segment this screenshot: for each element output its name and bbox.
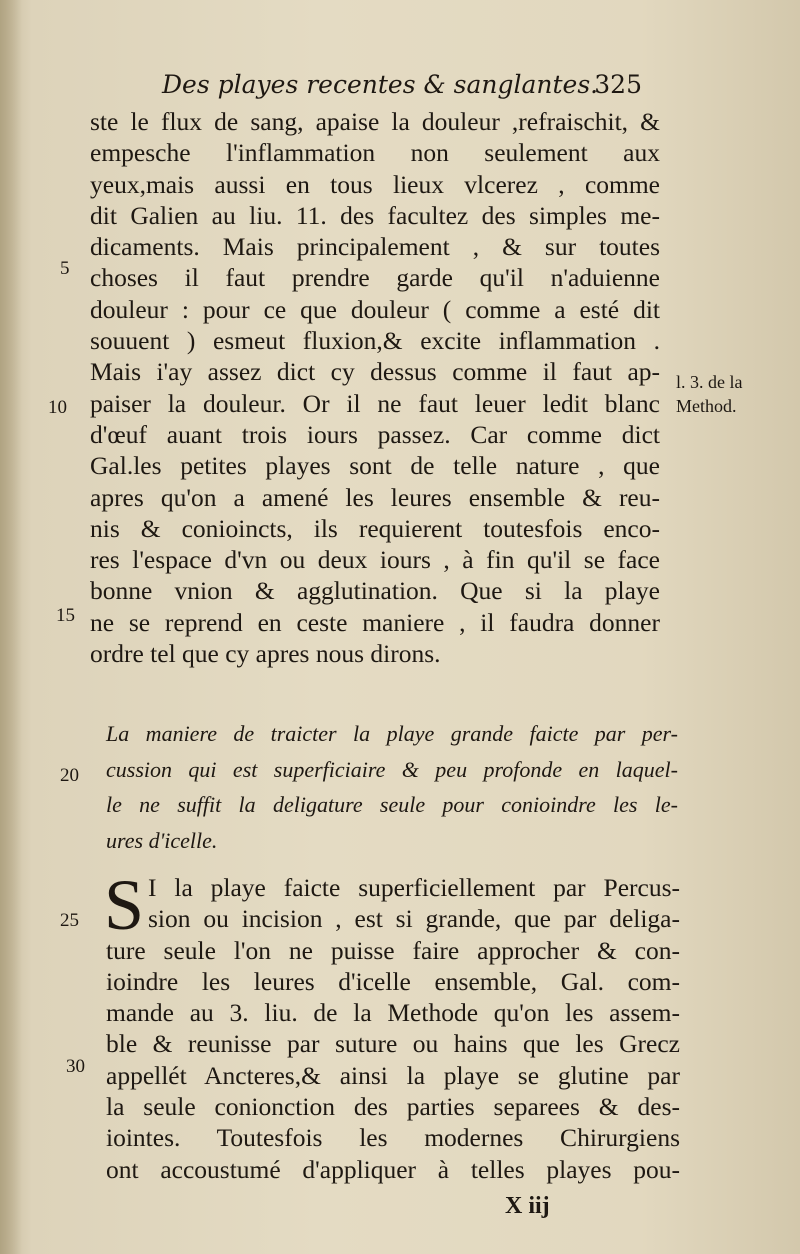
section-heading xyxy=(106,716,678,858)
text-line: d'œuf auant trois iours passez. Car comme dict xyxy=(90,419,660,449)
text-line: paiser la douleur. Or il ne faut leuer ledit blanc xyxy=(90,388,660,418)
text-line: bonne vnion & agglutination. Que si la playe xyxy=(90,576,660,606)
line-number: 5 xyxy=(60,258,70,279)
paragraph-2 xyxy=(104,865,680,1185)
text-line: apres qu'on a amené les leures ensemble & reu- xyxy=(90,482,660,512)
text-line: dit Galien au liu. 11. des facultez des simples me- xyxy=(90,200,660,230)
text-line: ordre tel que cy apres nous dirons. xyxy=(90,639,441,669)
text-line: empesche l'inflammation non seulement aux xyxy=(90,138,660,168)
text-line: ioindre les leures d'icelle ensemble, Gal. com- xyxy=(106,966,680,996)
text-line: Gal.les petites playes sont de telle nature , que xyxy=(90,451,660,481)
page-number: 325 xyxy=(594,70,642,99)
heading-line: La maniere de traicter la playe grande faicte par per- xyxy=(106,721,678,746)
text-line: iointes. Toutesfois les modernes Chirurgiens xyxy=(106,1123,680,1153)
line-number: 20 xyxy=(60,765,79,786)
text-line: ture seule l'on ne puisse faire approcher & con- xyxy=(106,935,680,965)
margin-note-line: l. 3. de la xyxy=(676,372,743,392)
line-number: 10 xyxy=(48,397,67,418)
signature-mark: X iij xyxy=(505,1193,550,1219)
text-line: souuent ) esmeut fluxion,& excite inflammation . xyxy=(90,326,660,356)
text-line: ont accoustumé d'appliquer à telles playes pou- xyxy=(106,1154,680,1184)
text-line: yeux,mais aussi en tous lieux vlcerez , comme xyxy=(90,169,660,199)
text-line: mande au 3. liu. de la Methode qu'on les assem- xyxy=(106,998,680,1028)
text-line: douleur : pour ce que douleur ( comme a esté dit xyxy=(90,294,660,324)
line-number: 15 xyxy=(56,605,75,626)
drop-cap: S xyxy=(104,865,145,945)
heading-line: le ne suffit la deligature seule pour conioindre les le- xyxy=(106,792,678,817)
text-line: choses il faut prendre garde qu'il n'aduienne xyxy=(90,263,660,293)
text-line: la seule conionction des parties separees & des- xyxy=(106,1092,680,1122)
margin-note xyxy=(676,370,796,418)
text-line: ne se reprend en ceste maniere , il faudra donner xyxy=(90,607,660,637)
heading-line: ures d'icelle. xyxy=(106,827,218,853)
text-line: dicaments. Mais principalement , & sur toutes xyxy=(90,232,660,262)
paragraph-1 xyxy=(90,106,660,669)
running-title: Des playes recentes & sanglantes. xyxy=(162,70,599,99)
text-line: Mais i'ay assez dict cy dessus comme il faut ap- xyxy=(90,357,660,387)
margin-note-line: Method. xyxy=(676,396,737,416)
line-number: 25 xyxy=(60,910,79,931)
heading-line: cussion qui est superficiaire & peu profonde en laquel- xyxy=(106,756,678,782)
text-line: ble & reunisse par suture ou hains que les Grecz xyxy=(106,1029,680,1059)
text-line: nis & conioincts, ils requierent toutesfois enco- xyxy=(90,513,660,543)
text-line: ste le flux de sang, apaise la douleur ,refraischit, & xyxy=(90,107,660,136)
line-number: 30 xyxy=(66,1056,85,1077)
running-header xyxy=(162,70,642,99)
text-line: I la playe faicte superficiellement par Percus- xyxy=(148,873,680,902)
text-line: appellét Ancteres,& ainsi la playe se glutine par xyxy=(106,1060,680,1090)
text-line: sion ou incision , est si grande, que par deliga- xyxy=(148,904,680,934)
text-line: res l'espace d'vn ou deux iours , à fin qu'il se face xyxy=(90,545,660,575)
